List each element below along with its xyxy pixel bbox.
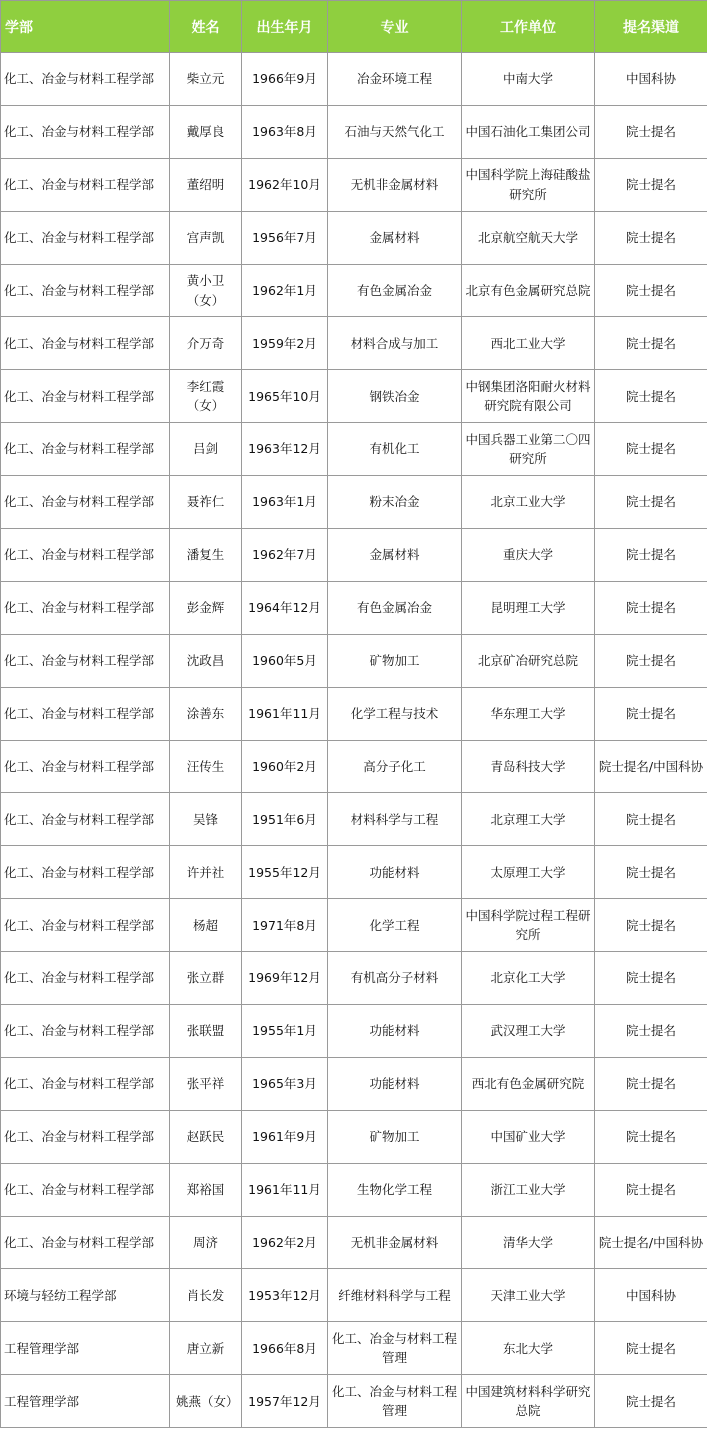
cell-name: 聂祚仁 xyxy=(170,476,242,529)
cell-major: 钢铁冶金 xyxy=(328,370,462,423)
cell-name: 涂善东 xyxy=(170,687,242,740)
table-row xyxy=(1,423,707,476)
cell-name: 郑裕国 xyxy=(170,1163,242,1216)
cell-department: 工程管理学部 xyxy=(1,1375,170,1428)
cell-birth: 1962年10月 xyxy=(242,158,328,211)
cell-department: 化工、冶金与材料工程学部 xyxy=(1,846,170,899)
table-row xyxy=(1,581,707,634)
cell-birth: 1962年7月 xyxy=(242,529,328,582)
cell-nomination: 院士提名 xyxy=(595,793,707,846)
cell-employer: 天津工业大学 xyxy=(462,1269,595,1322)
cell-major: 石油与天然气化工 xyxy=(328,105,462,158)
cell-nomination: 院士提名 xyxy=(595,529,707,582)
cell-employer: 中国科学院上海硅酸盐研究所 xyxy=(462,158,595,211)
cell-nomination: 中国科协 xyxy=(595,53,707,106)
cell-major: 纤维材料科学与工程 xyxy=(328,1269,462,1322)
table-row xyxy=(1,105,707,158)
cell-name: 周济 xyxy=(170,1216,242,1269)
cell-department: 环境与轻纺工程学部 xyxy=(1,1269,170,1322)
cell-nomination: 中国科协 xyxy=(595,1269,707,1322)
cell-name: 杨超 xyxy=(170,899,242,952)
cell-employer: 武汉理工大学 xyxy=(462,1005,595,1058)
table-body xyxy=(1,53,707,1428)
cell-department: 化工、冶金与材料工程学部 xyxy=(1,1057,170,1110)
table-row xyxy=(1,634,707,687)
cell-department: 工程管理学部 xyxy=(1,1322,170,1375)
table-row xyxy=(1,952,707,1005)
table-row xyxy=(1,476,707,529)
cell-department: 化工、冶金与材料工程学部 xyxy=(1,1163,170,1216)
cell-name: 张平祥 xyxy=(170,1057,242,1110)
cell-department: 化工、冶金与材料工程学部 xyxy=(1,370,170,423)
cell-nomination: 院士提名 xyxy=(595,634,707,687)
table-row xyxy=(1,687,707,740)
cell-birth: 1951年6月 xyxy=(242,793,328,846)
table-row xyxy=(1,899,707,952)
cell-major: 生物化学工程 xyxy=(328,1163,462,1216)
cell-employer: 中国兵器工业第二〇四研究所 xyxy=(462,423,595,476)
table-header xyxy=(1,1,707,53)
cell-name: 肖长发 xyxy=(170,1269,242,1322)
cell-department: 化工、冶金与材料工程学部 xyxy=(1,687,170,740)
table-row xyxy=(1,1005,707,1058)
cell-department: 化工、冶金与材料工程学部 xyxy=(1,423,170,476)
cell-name: 潘复生 xyxy=(170,529,242,582)
cell-employer: 中钢集团洛阳耐火材料研究院有限公司 xyxy=(462,370,595,423)
cell-employer: 中南大学 xyxy=(462,53,595,106)
cell-birth: 1955年1月 xyxy=(242,1005,328,1058)
header-row xyxy=(1,1,707,53)
cell-name: 柴立元 xyxy=(170,53,242,106)
cell-employer: 华东理工大学 xyxy=(462,687,595,740)
cell-birth: 1955年12月 xyxy=(242,846,328,899)
cell-name: 姚燕（女） xyxy=(170,1375,242,1428)
cell-nomination: 院士提名 xyxy=(595,1057,707,1110)
cell-department: 化工、冶金与材料工程学部 xyxy=(1,53,170,106)
cell-major: 化学工程 xyxy=(328,899,462,952)
cell-major: 无机非金属材料 xyxy=(328,1216,462,1269)
cell-birth: 1969年12月 xyxy=(242,952,328,1005)
cell-nomination: 院士提名 xyxy=(595,846,707,899)
cell-name: 吕剑 xyxy=(170,423,242,476)
cell-major: 有机化工 xyxy=(328,423,462,476)
cell-major: 矿物加工 xyxy=(328,634,462,687)
cell-birth: 1960年2月 xyxy=(242,740,328,793)
cell-nomination: 院士提名 xyxy=(595,1110,707,1163)
cell-birth: 1962年1月 xyxy=(242,264,328,317)
cell-nomination: 院士提名 xyxy=(595,105,707,158)
cell-name: 戴厚良 xyxy=(170,105,242,158)
table-row xyxy=(1,793,707,846)
cell-name: 李红霞（女） xyxy=(170,370,242,423)
table-row xyxy=(1,1322,707,1375)
cell-nomination: 院士提名 xyxy=(595,158,707,211)
cell-employer: 北京有色金属研究总院 xyxy=(462,264,595,317)
header-department: 学部 xyxy=(1,1,170,53)
cell-name: 沈政昌 xyxy=(170,634,242,687)
cell-department: 化工、冶金与材料工程学部 xyxy=(1,317,170,370)
cell-major: 高分子化工 xyxy=(328,740,462,793)
cell-major: 冶金环境工程 xyxy=(328,53,462,106)
cell-major: 功能材料 xyxy=(328,1057,462,1110)
cell-birth: 1966年9月 xyxy=(242,53,328,106)
cell-department: 化工、冶金与材料工程学部 xyxy=(1,158,170,211)
header-birth: 出生年月 xyxy=(242,1,328,53)
cell-birth: 1966年8月 xyxy=(242,1322,328,1375)
cell-employer: 北京化工大学 xyxy=(462,952,595,1005)
header-nomination: 提名渠道 xyxy=(595,1,707,53)
cell-nomination: 院士提名 xyxy=(595,370,707,423)
cell-name: 董绍明 xyxy=(170,158,242,211)
cell-major: 化工、冶金与材料工程管理 xyxy=(328,1322,462,1375)
table-row xyxy=(1,529,707,582)
cell-major: 化工、冶金与材料工程管理 xyxy=(328,1375,462,1428)
cell-major: 有色金属冶金 xyxy=(328,264,462,317)
cell-birth: 1961年11月 xyxy=(242,1163,328,1216)
cell-birth: 1962年2月 xyxy=(242,1216,328,1269)
cell-nomination: 院士提名/中国科协 xyxy=(595,740,707,793)
cell-nomination: 院士提名 xyxy=(595,952,707,1005)
cell-employer: 太原理工大学 xyxy=(462,846,595,899)
table-row xyxy=(1,1057,707,1110)
cell-birth: 1964年12月 xyxy=(242,581,328,634)
cell-employer: 西北工业大学 xyxy=(462,317,595,370)
table-row xyxy=(1,264,707,317)
cell-employer: 清华大学 xyxy=(462,1216,595,1269)
cell-name: 宫声凯 xyxy=(170,211,242,264)
cell-nomination: 院士提名 xyxy=(595,1163,707,1216)
cell-nomination: 院士提名 xyxy=(595,1322,707,1375)
cell-nomination: 院士提名 xyxy=(595,423,707,476)
table-row xyxy=(1,1269,707,1322)
cell-nomination: 院士提名 xyxy=(595,581,707,634)
cell-birth: 1960年5月 xyxy=(242,634,328,687)
cell-employer: 中国石油化工集团公司 xyxy=(462,105,595,158)
cell-name: 张联盟 xyxy=(170,1005,242,1058)
cell-employer: 中国科学院过程工程研究所 xyxy=(462,899,595,952)
cell-employer: 中国矿业大学 xyxy=(462,1110,595,1163)
cell-name: 彭金辉 xyxy=(170,581,242,634)
cell-employer: 青岛科技大学 xyxy=(462,740,595,793)
cell-employer: 重庆大学 xyxy=(462,529,595,582)
cell-department: 化工、冶金与材料工程学部 xyxy=(1,1216,170,1269)
cell-birth: 1961年9月 xyxy=(242,1110,328,1163)
cell-major: 化学工程与技术 xyxy=(328,687,462,740)
cell-major: 材料合成与加工 xyxy=(328,317,462,370)
table-row xyxy=(1,317,707,370)
cell-employer: 东北大学 xyxy=(462,1322,595,1375)
cell-department: 化工、冶金与材料工程学部 xyxy=(1,899,170,952)
header-major: 专业 xyxy=(328,1,462,53)
cell-department: 化工、冶金与材料工程学部 xyxy=(1,634,170,687)
cell-major: 功能材料 xyxy=(328,1005,462,1058)
table-row xyxy=(1,846,707,899)
cell-birth: 1971年8月 xyxy=(242,899,328,952)
table-row xyxy=(1,211,707,264)
cell-employer: 浙江工业大学 xyxy=(462,1163,595,1216)
cell-birth: 1961年11月 xyxy=(242,687,328,740)
cell-name: 唐立新 xyxy=(170,1322,242,1375)
cell-nomination: 院士提名 xyxy=(595,1005,707,1058)
cell-department: 化工、冶金与材料工程学部 xyxy=(1,264,170,317)
cell-major: 功能材料 xyxy=(328,846,462,899)
cell-birth: 1956年7月 xyxy=(242,211,328,264)
cell-major: 材料科学与工程 xyxy=(328,793,462,846)
cell-department: 化工、冶金与材料工程学部 xyxy=(1,476,170,529)
table-row xyxy=(1,1216,707,1269)
table-row xyxy=(1,1375,707,1428)
cell-major: 有机高分子材料 xyxy=(328,952,462,1005)
cell-birth: 1963年12月 xyxy=(242,423,328,476)
cell-nomination: 院士提名 xyxy=(595,264,707,317)
cell-department: 化工、冶金与材料工程学部 xyxy=(1,793,170,846)
cell-birth: 1965年10月 xyxy=(242,370,328,423)
table-row xyxy=(1,1110,707,1163)
cell-name: 赵跃民 xyxy=(170,1110,242,1163)
cell-name: 许并社 xyxy=(170,846,242,899)
cell-department: 化工、冶金与材料工程学部 xyxy=(1,1005,170,1058)
cell-department: 化工、冶金与材料工程学部 xyxy=(1,529,170,582)
cell-employer: 北京理工大学 xyxy=(462,793,595,846)
cell-employer: 北京航空航天大学 xyxy=(462,211,595,264)
cell-major: 金属材料 xyxy=(328,529,462,582)
cell-nomination: 院士提名 xyxy=(595,317,707,370)
table-row xyxy=(1,370,707,423)
cell-birth: 1953年12月 xyxy=(242,1269,328,1322)
cell-nomination: 院士提名 xyxy=(595,476,707,529)
cell-employer: 中国建筑材料科学研究总院 xyxy=(462,1375,595,1428)
cell-name: 张立群 xyxy=(170,952,242,1005)
cell-nomination: 院士提名 xyxy=(595,211,707,264)
cell-major: 无机非金属材料 xyxy=(328,158,462,211)
cell-department: 化工、冶金与材料工程学部 xyxy=(1,952,170,1005)
table-row xyxy=(1,158,707,211)
header-name: 姓名 xyxy=(170,1,242,53)
cell-employer: 昆明理工大学 xyxy=(462,581,595,634)
cell-nomination: 院士提名 xyxy=(595,899,707,952)
cell-birth: 1965年3月 xyxy=(242,1057,328,1110)
cell-nomination: 院士提名/中国科协 xyxy=(595,1216,707,1269)
table-row xyxy=(1,740,707,793)
cell-employer: 西北有色金属研究院 xyxy=(462,1057,595,1110)
cell-major: 粉末冶金 xyxy=(328,476,462,529)
cell-major: 矿物加工 xyxy=(328,1110,462,1163)
cell-birth: 1957年12月 xyxy=(242,1375,328,1428)
table-row xyxy=(1,53,707,106)
header-employer: 工作单位 xyxy=(462,1,595,53)
cell-employer: 北京工业大学 xyxy=(462,476,595,529)
cell-nomination: 院士提名 xyxy=(595,687,707,740)
cell-name: 黄小卫（女） xyxy=(170,264,242,317)
cell-department: 化工、冶金与材料工程学部 xyxy=(1,581,170,634)
cell-employer: 北京矿冶研究总院 xyxy=(462,634,595,687)
cell-birth: 1963年1月 xyxy=(242,476,328,529)
cell-department: 化工、冶金与材料工程学部 xyxy=(1,740,170,793)
cell-department: 化工、冶金与材料工程学部 xyxy=(1,211,170,264)
cell-major: 金属材料 xyxy=(328,211,462,264)
cell-name: 吴锋 xyxy=(170,793,242,846)
cell-birth: 1963年8月 xyxy=(242,105,328,158)
cell-department: 化工、冶金与材料工程学部 xyxy=(1,1110,170,1163)
cell-department: 化工、冶金与材料工程学部 xyxy=(1,105,170,158)
cell-nomination: 院士提名 xyxy=(595,1375,707,1428)
cell-birth: 1959年2月 xyxy=(242,317,328,370)
cell-name: 汪传生 xyxy=(170,740,242,793)
cell-major: 有色金属冶金 xyxy=(328,581,462,634)
table-row xyxy=(1,1163,707,1216)
cell-name: 介万奇 xyxy=(170,317,242,370)
